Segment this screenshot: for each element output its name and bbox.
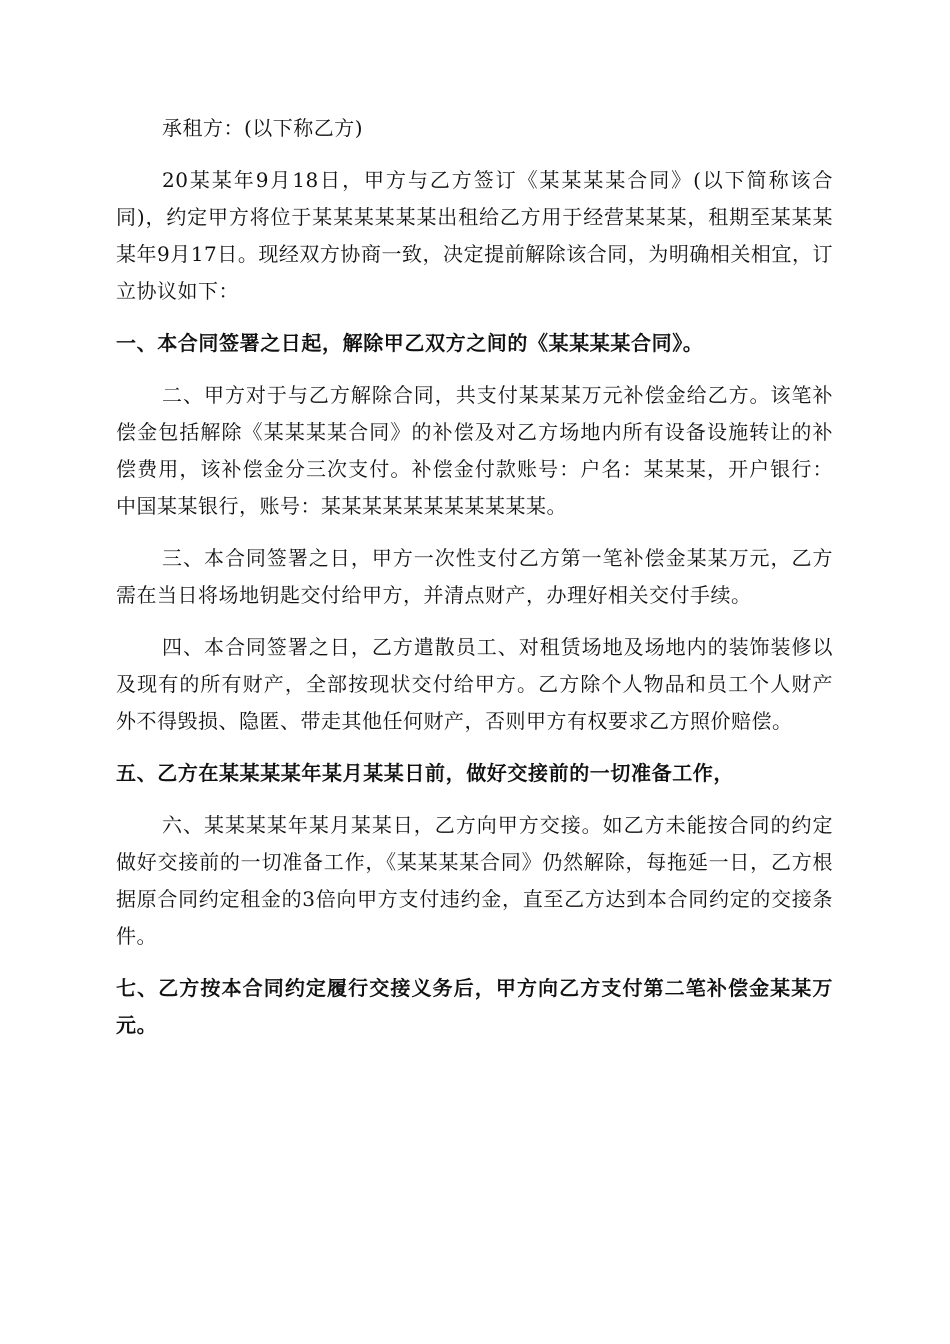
paragraph-lessee: 承租方：(以下称乙方) [162, 116, 364, 140]
clause-7-heading: 七、乙方按本合同约定履行交接义务后，甲方向乙方支付第二笔补偿金某某万元。 [116, 976, 833, 1037]
document-page [116, 110, 833, 1059]
paragraph-clause-3: 三、本合同签署之日，甲方一次性支付乙方第一笔补偿金某某万元，乙方需在当日将场地钥匙交付给甲方，并清点财产，办理好相关交付手续。 [116, 546, 833, 607]
clause-1-heading: 一、本合同签署之日起，解除甲乙双方之间的《某某某某合同》。 [116, 331, 704, 355]
clause-5-heading: 五、乙方在某某某某年某月某某日前，做好交接前的一切准备工作， [116, 761, 734, 785]
paragraph-clause-2: 二、甲方对于与乙方解除合同，共支付某某某万元补偿金给乙方。该笔补偿金包括解除《某某某某合同》的补偿及对乙方场地内所有设备设施转让的补偿费用，该补偿金分三次支付。补偿金付款账号：户名：某某某，开户银行：中国某某银行，账号：某某某某某某某某某某某。 [116, 383, 833, 518]
paragraph-clause-6: 六、某某某某年某月某某日，乙方向甲方交接。如乙方未能按合同的约定做好交接前的一切准备工作，《某某某某合同》仍然解除，每拖延一日，乙方根据原合同约定租金的3倍向甲方支付违约金，直至乙方达到本合同约定的交接条件。 [116, 813, 833, 948]
paragraph-intro: 20某某年9月18日，甲方与乙方签订《某某某某合同》(以下简称该合同)，约定甲方将位于某某某某某某出租给乙方用于经营某某某，租期至某某某某年9月17日。现经双方协商一致，决定提前解除该合同，为明确相关相宜，订立协议如下： [116, 168, 833, 303]
paragraph-clause-4: 四、本合同签署之日，乙方遣散员工、对租赁场地及场地内的装饰装修以及现有的所有财产，全部按现状交付给甲方。乙方除个人物品和员工个人财产外不得毁损、隐匿、带走其他任何财产，否则甲方有权要求乙方照价赔偿。 [116, 635, 833, 733]
